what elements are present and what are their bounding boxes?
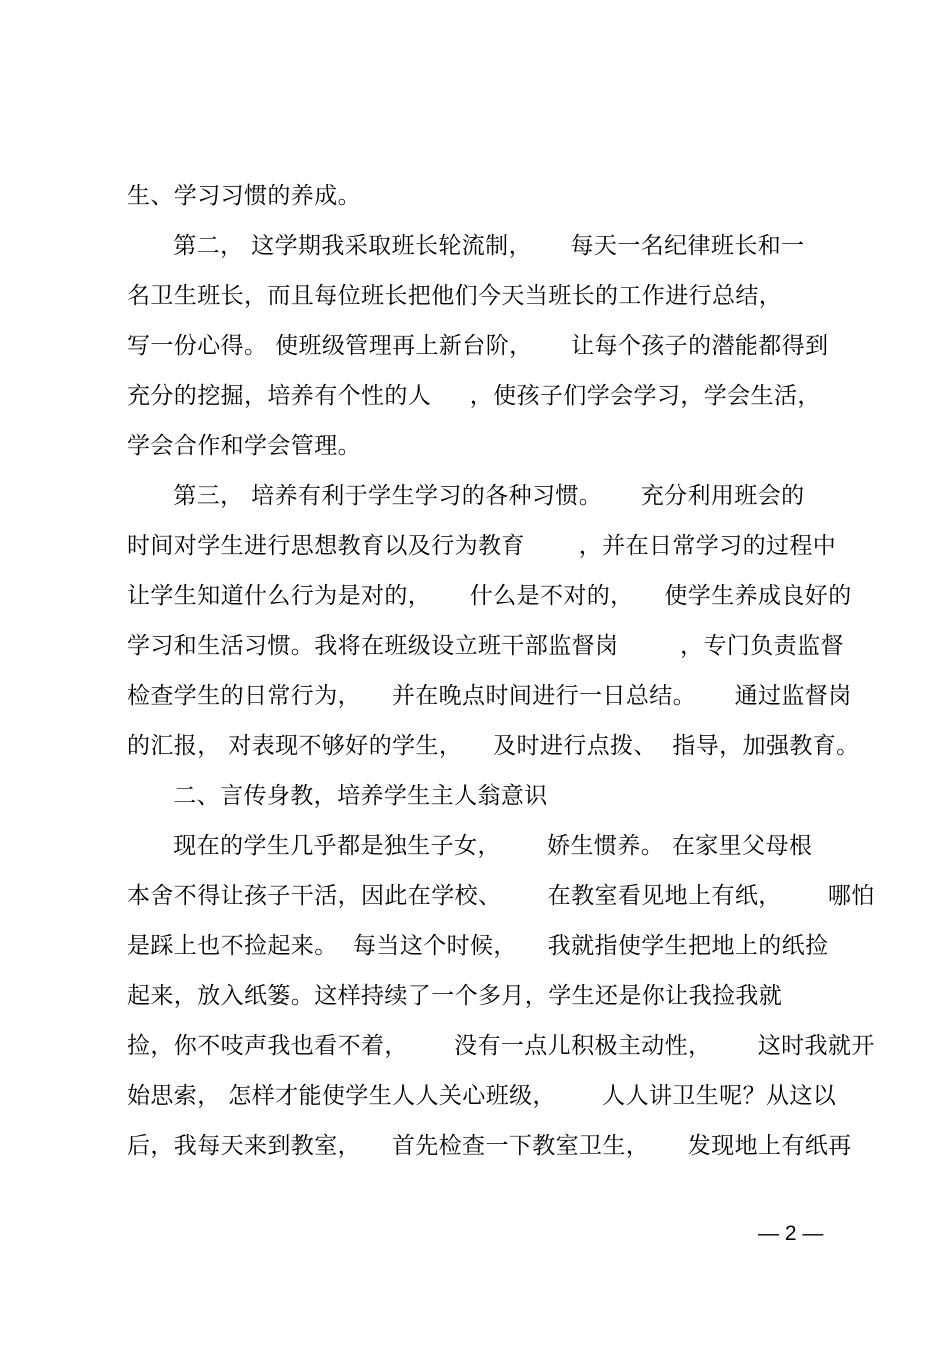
text-line: 捡，你不吱声我也看不着， 没有一点儿积极主动性， 这时我就开 <box>127 1033 875 1059</box>
text-line: 学会合作和学会管理。 <box>127 433 361 459</box>
text-line: 第三， 培养有利于学生学习的各种习惯。 充分利用班会的 <box>127 483 805 509</box>
text-line: 第二， 这学期我采取班长轮流制， 每天一名纪律班长和一 <box>127 233 805 259</box>
text-line: 名卫生班长，而且每位班长把他们今天当班长的工作进行总结， <box>127 283 783 309</box>
text-line: 始思索， 怎样才能使学生人人关心班级， 人人讲卫生呢？从这以 <box>127 1083 837 1109</box>
text-line: 写一份心得。 使班级管理再上新台阶， 让每个孩子的潜能都得到 <box>127 333 829 359</box>
text-line: 的汇报， 对表现不够好的学生， 及时进行点拨、 指导，加强教育。 <box>127 733 860 759</box>
text-line: 是踩上也不捡起来。 每当这个时候， 我就指使学生把地上的纸捡 <box>127 933 829 959</box>
text-line: 后，我每天来到教室， 首先检查一下教室卫生， 发现地上有纸再 <box>127 1133 852 1159</box>
text-line: 学习和生活习惯。我将在班级设立班干部监督岗 ，专门负责监督 <box>127 633 844 659</box>
text-line: 生、学习习惯的养成。 <box>127 183 361 209</box>
text-line: 充分的挖掘，培养有个性的人 ，使孩子们学会学习，学会生活， <box>127 383 821 409</box>
text-line: 检查学生的日常行为， 并在晚点时间进行一日总结。 通过监督岗 <box>127 683 852 709</box>
page-number: — 2 — <box>758 1222 824 1245</box>
text-line: 本舍不得让孩子干活，因此在学校、 在教室看见地上有纸， 哪怕 <box>127 883 875 909</box>
section-heading: 二、言传身教，培养学生主人翁意识 <box>127 783 548 809</box>
text-line: 现在的学生几乎都是独生子女， 娇生惯养。 在家里父母根 <box>127 833 813 859</box>
text-line: 起来，放入纸篓。这样持续了一个多月，学生还是你让我捡我就 <box>127 983 783 1009</box>
text-line: 让学生知道什么行为是对的， 什么是不对的， 使学生养成良好的 <box>127 583 852 609</box>
text-line: 时间对学生进行思想教育以及行为教育 ，并在日常学习的过程中 <box>127 533 837 559</box>
